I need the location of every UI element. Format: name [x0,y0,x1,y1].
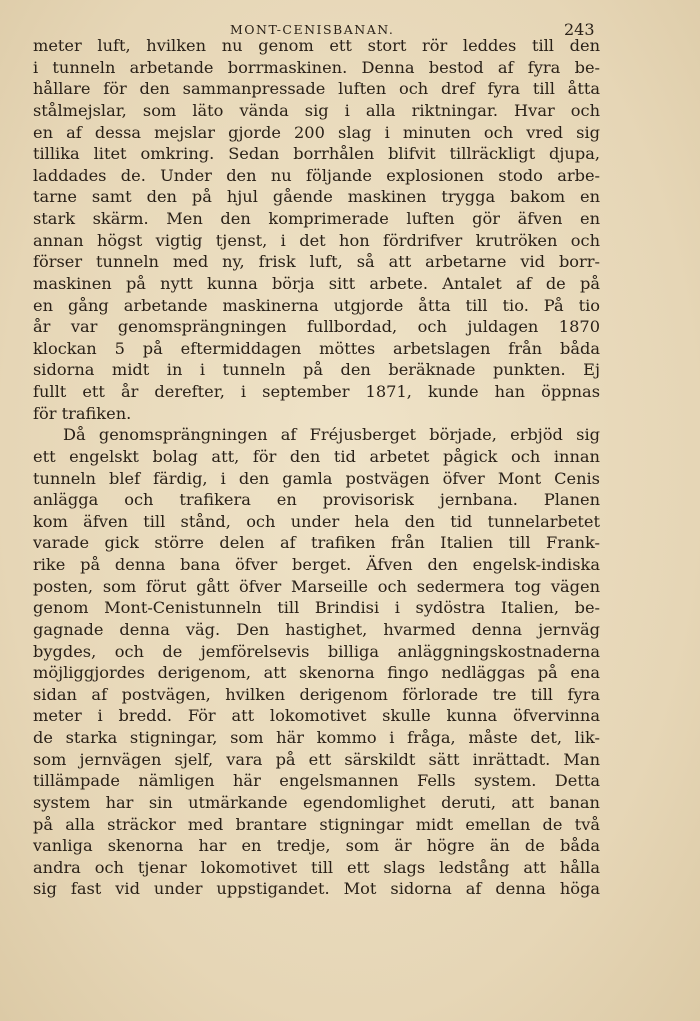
text-line: en gång arbetande maskinerna utgjorde åtta till tio. På tio [33,295,600,315]
text-line: andra och tjenar lokomotivet till ett slags ledstång att hålla [33,857,600,877]
text-line: sig fast vid under uppstigandet. Mot sidorna af denna höga [33,879,600,899]
text-line: annan högst vigtig tjenst, i det hon fördrifver krutröken och [33,230,600,250]
text-line: klockan 5 på eftermiddagen möttes arbetslagen från båda [33,338,600,358]
running-title: MONT-CENISBANAN. [230,22,395,37]
text-line: en af dessa mejslar gjorde 200 slag i minuten och vred sig [33,122,600,142]
text-line: bygdes, och de jemförelsevis billiga anläggningskostnaderna [33,641,600,661]
text-line: stark skärm. Men den komprimerade luften gör äfven en [33,209,600,228]
text-line: rike på denna bana öfver berget. Äfven den engelsk-indiska [33,555,600,574]
text-line: fullt ett år derefter, i september 1871, kunde han öppnas [33,382,600,401]
text-line: meter i bredd. För att lokomotivet skulle kunna öfvervinna [33,706,600,726]
text-line: sidorna midt in i tunneln på den beräknade punkten. Ej [33,360,600,380]
text-line: ett engelskt bolag att, för den tid arbetet pågick och innan [33,446,600,466]
text-line: för trafiken. [33,403,132,423]
text-line: kom äfven till stånd, och under hela den tid tunnelarbetet [33,511,600,531]
text-line: Då genomsprängningen af Fréjusberget började, erbjöd sig [63,425,600,445]
text-line: vanliga skenorna har en tredje, som är högre än de båda [33,836,600,856]
body-text [33,35,600,900]
text-line: meter luft, hvilken nu genom ett stort rör leddes till den [33,36,600,55]
text-line: maskinen på nytt kunna börja sitt arbete. Antalet af de på [33,273,600,293]
text-line: år var genomsprängningen fullbordad, och juldagen 1870 [33,317,600,337]
text-line: hållare för den sammanpressade luften och dref fyra till åtta [33,79,600,99]
text-line: som jernvägen sjelf, vara på ett särskildt sätt inrättadt. Man [33,749,600,769]
text-line: i tunneln arbetande borrmaskinen. Denna bestod af fyra be- [33,57,600,77]
text-line: på alla sträckor med brantare stigningar midt emellan de två [33,814,600,834]
text-line: laddades de. Under den nu följande explosionen stodo arbe- [33,165,600,185]
text-line: posten, som förut gått öfver Marseille och sedermera tog vägen [33,576,600,596]
text-line: förser tunneln med ny, frisk luft, så att arbetarne vid borr- [33,252,600,272]
text-line: gagnade denna väg. Den hastighet, hvarmed denna jernväg [33,619,600,639]
text-line: varade gick större delen af trafiken från Italien till Frank- [33,533,600,553]
text-line: genom Mont-Cenistunneln till Brindisi i sydöstra Italien, be- [33,598,600,618]
page-number: 243 [564,20,595,39]
text-line: system har sin utmärkande egendomlighet deruti, att banan [33,792,600,812]
text-line: de starka stigningar, som här kommo i fråga, måste det, lik- [33,728,600,747]
text-line: tunneln blef färdig, i den gamla postvägen öfver Mont Cenis [33,468,600,488]
text-line: anlägga och trafikera en provisorisk jernbana. Planen [33,490,600,510]
text-line: tillämpade nämligen här engelsmannen Fells system. Detta [33,771,600,791]
text-line: sidan af postvägen, hvilken derigenom förlorade tre till fyra [33,684,600,704]
text-line: möjliggjordes derigenom, att skenorna fingo nedläggas på ena [33,663,600,683]
text-line: tarne samt den på hjul gående maskinen trygga bakom en [33,187,600,207]
text-line: tillika litet omkring. Sedan borrhålen blifvit tillräckligt djupa, [33,144,600,164]
text-line: stålmejslar, som läto vända sig i alla riktningar. Hvar och [33,100,600,120]
